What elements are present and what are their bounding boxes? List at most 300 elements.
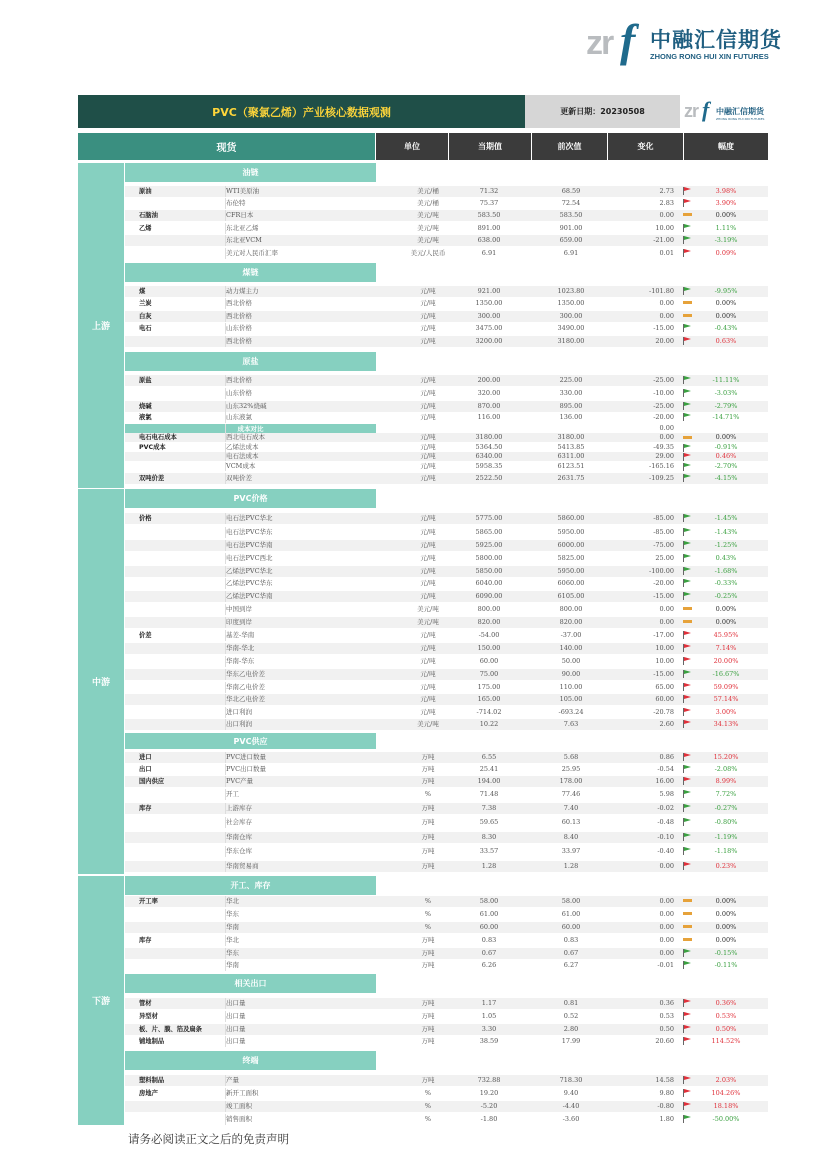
row-change: -17.00 <box>653 631 674 639</box>
row-current: 5800.00 <box>475 554 503 562</box>
row-pct: 59.09% <box>713 683 739 691</box>
row-name: 出口量 <box>226 1025 246 1033</box>
row-change: 0.00 <box>659 605 674 613</box>
row-pct: 0.00% <box>715 312 737 320</box>
column-header-row <box>78 133 768 160</box>
row-current: 6040.00 <box>475 579 503 587</box>
sub-band: 成本对比 <box>125 424 376 433</box>
row-change: 20.00 <box>655 337 674 345</box>
row-pct: 15.20% <box>713 753 739 761</box>
row-unit: 元/吨 <box>420 644 436 652</box>
row-current: 6340.00 <box>475 452 503 460</box>
row-category: 原油 <box>139 188 152 195</box>
row-unit: 美元/吨 <box>417 211 439 219</box>
flag-icon <box>683 777 693 789</box>
row-change: -20.00 <box>653 579 674 587</box>
row-name: 出口量 <box>226 1012 246 1020</box>
row-unit: 元/吨 <box>420 299 436 307</box>
row-previous: 17.99 <box>561 1037 581 1045</box>
table-row <box>125 540 768 551</box>
row-name: 开工 <box>226 790 239 798</box>
table-row <box>125 298 768 309</box>
row-name: 西北价格 <box>226 337 252 345</box>
table-row <box>125 1114 768 1125</box>
row-unit: 元/吨 <box>420 389 436 397</box>
row-unit: 元/吨 <box>420 514 436 522</box>
flag-icon <box>683 337 693 349</box>
row-current: 3.30 <box>481 1025 497 1033</box>
flag-icon <box>683 833 693 845</box>
row-name: 西北价格 <box>226 312 252 320</box>
header-logo <box>680 95 768 128</box>
row-change: -25.00 <box>653 376 674 384</box>
row-name: 华东 <box>226 910 239 918</box>
row-name: VCM成本 <box>226 462 256 470</box>
row-current: 0.83 <box>481 936 497 944</box>
row-unit: 元/吨 <box>420 579 436 587</box>
row-change: 0.53 <box>659 1012 674 1020</box>
row-current: 59.65 <box>479 818 499 826</box>
row-unit: 万吨 <box>421 765 435 773</box>
row-change: 2.83 <box>659 199 674 207</box>
row-previous: 50.00 <box>561 657 581 665</box>
table-row <box>125 630 768 641</box>
row-change: 5.98 <box>659 790 674 798</box>
row-pct: 34.13% <box>713 720 739 728</box>
row-name: CFR日本 <box>226 211 254 219</box>
row-pct: 20.00% <box>713 657 739 665</box>
table-row <box>125 336 768 347</box>
row-name: PVC出口数量 <box>226 765 267 773</box>
row-change: 0.86 <box>659 753 674 761</box>
row-unit: 元/吨 <box>420 402 436 410</box>
row-change: 20.60 <box>655 1037 674 1045</box>
row-name: 电石法PVC华北 <box>226 514 273 522</box>
row-current: 150.00 <box>477 644 501 652</box>
table-row <box>125 1036 768 1047</box>
row-previous: 5.68 <box>563 753 579 761</box>
row-previous: 6311.00 <box>557 452 585 460</box>
table-row <box>125 235 768 246</box>
row-name: 乙烯法成本 <box>226 443 259 451</box>
row-previous: 5825.00 <box>557 554 585 562</box>
row-change: -15.00 <box>653 670 674 678</box>
row-pct: 0.00% <box>715 618 737 626</box>
row-pct: -0.80% <box>714 818 738 826</box>
row-name: 电石法成本 <box>226 452 259 460</box>
row-current: 61.00 <box>479 910 499 918</box>
row-unit: 元/吨 <box>420 657 436 665</box>
row-previous: 1023.80 <box>557 287 585 295</box>
row-current: 320.00 <box>477 389 501 397</box>
row-unit: 元/吨 <box>420 376 436 384</box>
row-change: 0.36 <box>659 999 674 1007</box>
row-current: 58.00 <box>479 897 499 905</box>
row-change: -25.00 <box>653 402 674 410</box>
flag-icon <box>683 249 693 261</box>
table-row <box>125 617 768 628</box>
col-pct: 幅度 <box>684 133 768 160</box>
table-row <box>125 527 768 538</box>
row-previous: 330.00 <box>559 389 583 397</box>
row-current: 1.28 <box>481 862 497 870</box>
row-name: 双吨价差 <box>226 474 252 482</box>
row-change: 29.00 <box>655 452 674 460</box>
row-category: 异型材 <box>139 1013 158 1020</box>
row-name: 华南 <box>226 923 239 931</box>
table-row <box>125 223 768 234</box>
stage-label: 上游 <box>78 163 124 488</box>
row-previous: 5950.00 <box>557 528 585 536</box>
flat-indicator-icon <box>683 897 693 908</box>
row-change: 0.00 <box>659 424 674 432</box>
row-current: 732.88 <box>477 1076 501 1084</box>
row-change: 0.50 <box>659 1025 674 1033</box>
row-pct: -16.67% <box>712 670 740 678</box>
row-unit: 美元/桶 <box>417 187 439 195</box>
row-change: 0.00 <box>659 949 674 957</box>
row-previous: 110.00 <box>559 683 583 691</box>
row-current: 19.20 <box>479 1089 499 1097</box>
flag-icon <box>683 847 693 859</box>
row-pct: 45.95% <box>713 631 739 639</box>
row-current: 800.00 <box>477 605 501 613</box>
row-name: 美元对人民币汇率 <box>226 249 278 257</box>
row-unit: 万吨 <box>421 961 435 969</box>
row-pct: -3.03% <box>714 389 738 397</box>
flat-indicator-icon <box>683 312 693 323</box>
row-previous: 90.00 <box>561 670 581 678</box>
row-unit: 万吨 <box>421 1037 435 1045</box>
flag-icon <box>683 631 693 643</box>
row-category: 进口 <box>139 754 152 761</box>
row-pct: -0.11% <box>714 961 738 969</box>
row-pct: 0.43% <box>715 554 737 562</box>
row-category: 库存 <box>139 937 152 944</box>
row-unit: 万吨 <box>421 777 435 785</box>
flag-icon <box>683 657 693 669</box>
row-previous: 6060.00 <box>557 579 585 587</box>
row-name: 布伦特 <box>226 199 246 207</box>
row-previous: 901.00 <box>559 224 583 232</box>
table-row <box>125 998 768 1009</box>
flag-icon <box>683 1089 693 1101</box>
row-name: 社会库存 <box>226 818 252 826</box>
section-band: 相关出口 <box>125 974 376 993</box>
table-row <box>125 694 768 705</box>
row-unit: 元/吨 <box>420 462 436 470</box>
row-name: 产量 <box>226 1076 239 1084</box>
row-current: -1.80 <box>480 1115 498 1123</box>
row-pct: -11.11% <box>712 376 740 384</box>
row-pct: 114.52% <box>711 1037 741 1045</box>
row-current: 6.55 <box>481 753 497 761</box>
update-date: 更新日期：20230508 <box>525 95 680 128</box>
flag-icon <box>683 554 693 566</box>
row-change: -15.00 <box>653 592 674 600</box>
row-name: 中国到岸 <box>226 605 252 613</box>
table-row <box>125 1024 768 1035</box>
row-name: 乙烯法PVC华东 <box>226 579 273 587</box>
row-previous: 718.30 <box>559 1076 583 1084</box>
row-name: 西北电石成本 <box>226 433 265 441</box>
table-row <box>125 896 768 907</box>
row-name: 华北乙电价差 <box>226 695 265 703</box>
flag-icon <box>683 236 693 248</box>
row-previous: 6.27 <box>563 961 579 969</box>
row-previous: 60.13 <box>561 818 581 826</box>
row-change: 65.00 <box>655 683 674 691</box>
row-previous: 2.80 <box>563 1025 579 1033</box>
row-current: 5775.00 <box>475 514 503 522</box>
row-pct: 0.63% <box>715 337 737 345</box>
row-current: 300.00 <box>477 312 501 320</box>
table-row <box>125 566 768 577</box>
row-change: -75.00 <box>653 541 674 549</box>
row-pct: 3.98% <box>715 187 737 195</box>
row-current: 60.00 <box>479 923 499 931</box>
row-current: 75.00 <box>479 670 499 678</box>
stage-label: 中游 <box>78 489 124 874</box>
row-current: -5.20 <box>480 1102 498 1110</box>
row-previous: 7.40 <box>563 804 579 812</box>
row-current: 6.91 <box>481 249 497 257</box>
row-previous: 1.28 <box>563 862 579 870</box>
table-row <box>125 803 768 814</box>
row-category: 烧碱 <box>139 403 152 410</box>
row-current: 165.00 <box>477 695 501 703</box>
row-previous: 1350.00 <box>557 299 585 307</box>
table-row <box>125 643 768 654</box>
row-unit: 元/吨 <box>420 474 436 482</box>
row-pct: 57.14% <box>713 695 739 703</box>
row-previous: 0.67 <box>563 949 579 957</box>
row-unit: 美元/吨 <box>417 224 439 232</box>
flag-icon <box>683 804 693 816</box>
table-row <box>125 452 768 461</box>
row-change: 14.58 <box>655 1076 674 1084</box>
section-band: PVC价格 <box>125 489 376 508</box>
row-name: 华南-华东 <box>226 657 255 665</box>
row-unit: 元/吨 <box>420 312 436 320</box>
row-change: 60.00 <box>655 695 674 703</box>
row-change: -165.16 <box>649 462 674 470</box>
row-name: 乙烯法PVC华北 <box>226 567 273 575</box>
row-previous: 9.40 <box>563 1089 579 1097</box>
table-row <box>125 682 768 693</box>
row-current: 1350.00 <box>475 299 503 307</box>
row-unit: % <box>424 1102 432 1110</box>
table-row <box>125 846 768 857</box>
flat-indicator-icon <box>683 299 693 310</box>
row-pct: 0.09% <box>715 249 737 257</box>
table-row <box>125 789 768 800</box>
row-previous: 33.97 <box>561 847 581 855</box>
row-current: -714.02 <box>476 708 502 716</box>
row-pct: -2.70% <box>714 462 738 470</box>
row-name: 印度到岸 <box>226 618 252 626</box>
row-pct: 1.11% <box>715 224 737 232</box>
table-row <box>125 186 768 197</box>
row-current: 3200.00 <box>475 337 503 345</box>
table-row <box>125 935 768 946</box>
flat-indicator-icon <box>683 936 693 947</box>
row-current: 5364.50 <box>475 443 503 451</box>
table-row <box>125 210 768 221</box>
row-current: 7.38 <box>481 804 497 812</box>
row-previous: 6123.51 <box>557 462 585 470</box>
section-band: 开工、库存 <box>125 876 376 895</box>
row-change: 10.00 <box>655 224 674 232</box>
row-name: 西北价格 <box>226 299 252 307</box>
row-unit: 万吨 <box>421 753 435 761</box>
row-category: 原盐 <box>139 377 152 384</box>
row-previous: 77.46 <box>561 790 581 798</box>
row-pct: -9.95% <box>714 287 738 295</box>
row-pct: 2.03% <box>715 1076 737 1084</box>
row-unit: 元/吨 <box>420 413 436 421</box>
flat-indicator-icon <box>683 923 693 934</box>
row-previous: 58.00 <box>561 897 581 905</box>
table-row <box>125 553 768 564</box>
section-band: PVC供应 <box>125 733 376 749</box>
report-header <box>78 95 768 128</box>
table-row <box>125 656 768 667</box>
row-previous: 140.00 <box>559 644 583 652</box>
row-previous: 6000.00 <box>557 541 585 549</box>
row-unit: 美元/吨 <box>417 236 439 244</box>
row-name: 华东乙电价差 <box>226 670 265 678</box>
row-change: 16.00 <box>655 777 674 785</box>
row-unit: 元/吨 <box>420 528 436 536</box>
row-change: 10.00 <box>655 657 674 665</box>
table-row <box>125 719 768 730</box>
section-band: 油链 <box>125 163 376 182</box>
row-category: 液氯 <box>139 414 152 421</box>
row-change: 0.00 <box>659 299 674 307</box>
row-current: 60.00 <box>479 657 499 665</box>
row-name: PVC产量 <box>226 777 254 785</box>
row-change: 2.60 <box>659 720 674 728</box>
disclaimer-footer: 请务必阅读正文之后的免责声明 <box>128 1132 289 1146</box>
flag-icon <box>683 324 693 336</box>
row-current: 2522.50 <box>475 474 503 482</box>
row-change: 0.00 <box>659 433 674 441</box>
row-previous: 105.00 <box>559 695 583 703</box>
row-pct: -0.27% <box>714 804 738 812</box>
row-previous: -3.60 <box>562 1115 580 1123</box>
table-row <box>125 922 768 933</box>
row-pct: 18.18% <box>713 1102 739 1110</box>
flag-icon <box>683 862 693 874</box>
row-unit: 元/吨 <box>420 541 436 549</box>
row-previous: 3490.00 <box>557 324 585 332</box>
row-name: 竣工面积 <box>226 1102 252 1110</box>
row-change: 0.00 <box>659 862 674 870</box>
flag-icon <box>683 999 693 1011</box>
table-row <box>125 591 768 602</box>
row-unit: 元/吨 <box>420 337 436 345</box>
table-row <box>125 832 768 843</box>
row-pct: -1.43% <box>714 528 738 536</box>
row-previous: 2631.75 <box>557 474 585 482</box>
flag-icon <box>683 1076 693 1088</box>
row-change: -21.00 <box>653 236 674 244</box>
row-name: 出口利润 <box>226 720 252 728</box>
row-category: 塑料制品 <box>139 1077 165 1084</box>
row-previous: 800.00 <box>559 605 583 613</box>
row-name: 进口利润 <box>226 708 252 716</box>
header-logo-cn: 中融汇信期货 <box>716 107 764 116</box>
flag-icon <box>683 528 693 540</box>
row-name: 山东32%烧碱 <box>226 402 267 410</box>
row-unit: 万吨 <box>421 818 435 826</box>
row-pct: 0.00% <box>715 910 737 918</box>
row-pct: -50.00% <box>712 1115 740 1123</box>
row-pct: 0.46% <box>715 452 737 460</box>
row-pct: -1.19% <box>714 833 738 841</box>
row-current: 75.37 <box>479 199 499 207</box>
row-change: -20.78 <box>653 708 674 716</box>
row-name: 电石法PVC华南 <box>226 541 273 549</box>
row-previous: 5413.85 <box>557 443 585 451</box>
table-row <box>125 323 768 334</box>
flag-icon <box>683 644 693 656</box>
row-current: 71.48 <box>479 790 499 798</box>
row-pct: 0.00% <box>715 897 737 905</box>
table-row <box>125 1088 768 1099</box>
flag-icon <box>683 514 693 526</box>
row-previous: 5860.00 <box>557 514 585 522</box>
row-name: 华北 <box>226 936 239 944</box>
row-unit: 元/吨 <box>420 443 436 451</box>
row-unit: 美元/桶 <box>417 199 439 207</box>
row-category: 国内供应 <box>139 778 165 785</box>
row-previous: 25.95 <box>561 765 581 773</box>
flag-icon <box>683 695 693 707</box>
row-unit: 万吨 <box>421 1012 435 1020</box>
row-current: 870.00 <box>477 402 501 410</box>
row-current: 6090.00 <box>475 592 503 600</box>
table-row <box>125 752 768 763</box>
row-pct: 7.14% <box>715 644 737 652</box>
row-pct: -0.91% <box>714 443 738 451</box>
row-change: -0.80 <box>657 1102 674 1110</box>
row-category: 双吨价差 <box>139 475 165 482</box>
row-name: 华南 <box>226 961 239 969</box>
row-change: -0.01 <box>657 961 674 969</box>
row-change: -109.25 <box>649 474 674 482</box>
row-unit: 元/吨 <box>420 670 436 678</box>
row-pct: -0.25% <box>714 592 738 600</box>
row-name: 新开工面积 <box>226 1089 259 1097</box>
row-pct: 0.00% <box>715 433 737 441</box>
row-pct: -0.33% <box>714 579 738 587</box>
col-spot: 现货 <box>78 133 375 160</box>
row-change: 0.00 <box>659 312 674 320</box>
row-pct: 0.53% <box>715 1012 737 1020</box>
row-pct: -14.71% <box>712 413 740 421</box>
row-pct: 0.00% <box>715 299 737 307</box>
row-unit: % <box>424 1115 432 1123</box>
col-change: 变化 <box>608 133 683 160</box>
row-unit: 元/吨 <box>420 683 436 691</box>
header-logo-en: ZHONG RONG HUI XIN FUTURES <box>716 117 765 121</box>
row-name: 山东价格 <box>226 324 252 332</box>
company-name-en: ZHONG RONG HUI XIN FUTURES <box>650 52 769 61</box>
row-previous: -4.40 <box>562 1102 580 1110</box>
row-category: 管材 <box>139 1000 152 1007</box>
